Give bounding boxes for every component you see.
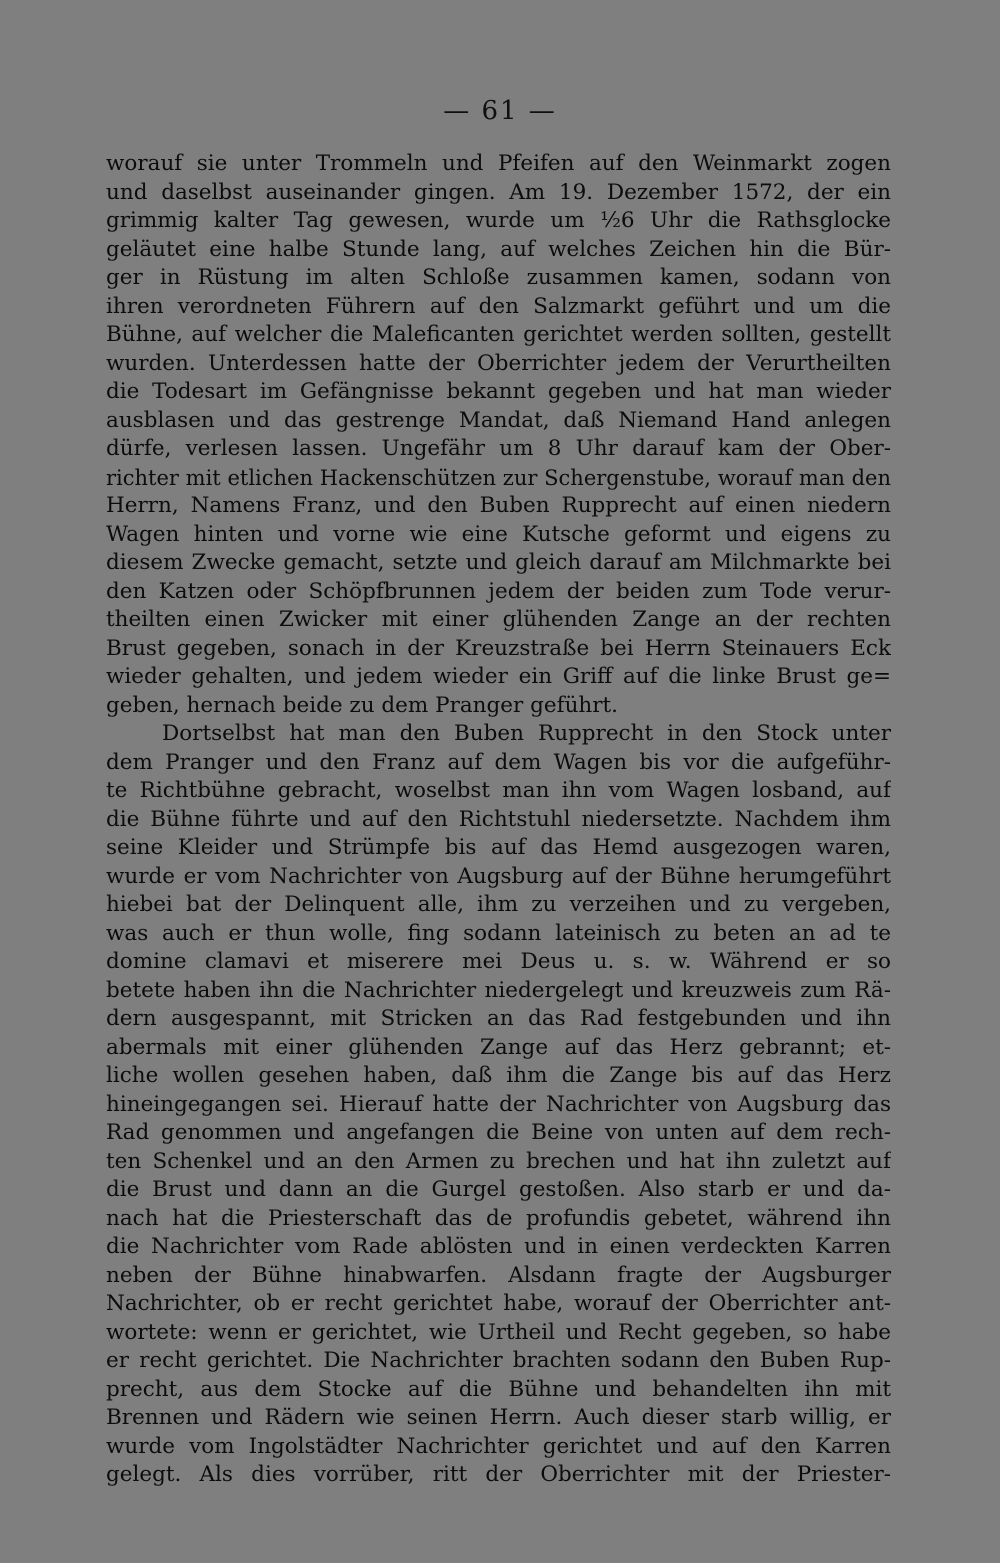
text-line: nach hat die Priesterschaft das de profundis gebetet, während ihn [106, 1205, 891, 1231]
text-line: Nachrichter, ob er recht gerichtet habe, worauf der Oberrichter ant- [106, 1291, 891, 1316]
text-line: abermals mit einer glühenden Zange auf das Herz gebrannt; et- [106, 1034, 891, 1060]
text-line: ihren verordneten Führern auf den Salzmarkt geführt und um die [106, 293, 891, 319]
text-line: neben der Bühne hinabwarfen. Alsdann fragte der Augsburger [106, 1262, 891, 1288]
text-line: die Todesart im Gefängnisse bekannt gegeben und hat man wieder [106, 379, 891, 404]
text-line: worauf sie unter Trommeln und Pfeifen auf den Weinmarkt zogen [106, 151, 891, 176]
text-line: wieder gehalten, und jedem wieder ein Griff auf die linke Brust ge= [106, 664, 891, 689]
page-number: — 61 — [443, 96, 557, 126]
text-line: wurden. Unterdessen hatte der Oberrichter jedem der Verurtheilten [106, 350, 891, 376]
text-line: Dortselbst hat man den Buben Rupprecht in den Stock unter [162, 721, 891, 746]
text-line: hiebei bat der Delinquent alle, ihm zu verzeihen und zu vergeben, [106, 892, 891, 917]
text-line: die Brust und dann an die Gurgel gestoßen. Also starb er und da- [106, 1177, 891, 1202]
text-line: Wagen hinten und vorne wie eine Kutsche geformt und eigens zu [106, 521, 891, 547]
text-line: Brust gegeben, sonach in der Kreuzstraße bei Herrn Steinauers Eck [106, 635, 891, 661]
text-line: wurde vom Ingolstädter Nachrichter gerichtet und auf den Karren [106, 1433, 891, 1459]
text-line: gelegt. Als dies vorrüber, ritt der Oberrichter mit der Priester- [106, 1462, 891, 1487]
text-line: Brennen und Rädern wie seinen Herrn. Auch dieser starb willig, er [106, 1405, 891, 1430]
text-line: liche wollen gesehen haben, daß ihm die Zange bis auf das Herz [106, 1063, 891, 1088]
text-line: theilten einen Zwicker mit einer glühenden Zange an der rechten [106, 607, 891, 632]
text-line: domine clamavi et miserere mei Deus u. s. w. Während er so [106, 949, 891, 974]
text-line: er recht gerichtet. Die Nachrichter brachten sodann den Buben Rup- [106, 1348, 891, 1373]
text-line: precht, aus dem Stocke auf die Bühne und behandelten ihn mit [106, 1376, 891, 1402]
text-line: dem Pranger und den Franz auf dem Wagen bis vor die aufgeführ- [106, 749, 891, 775]
text-line: hineingegangen sei. Hierauf hatte der Nachrichter von Augsburg das [106, 1091, 891, 1117]
text-line: dürfe, verlesen lassen. Ungefähr um 8 Uhr darauf kam der Ober- [106, 436, 891, 461]
text-line: ausblasen und das gestrenge Mandat, daß Niemand Hand anlegen [106, 407, 891, 433]
text-line: wortete: wenn er gerichtet, wie Urtheil und Recht gegeben, so habe [106, 1319, 891, 1345]
text-line: ten Schenkel und an den Armen zu brechen und hat ihn zuletzt auf [106, 1148, 891, 1174]
text-line: richter mit etlichen Hackenschützen zur Schergenstube, worauf man den [106, 465, 891, 490]
text-line: den Katzen oder Schöpfbrunnen jedem der beiden zum Tode verur- [106, 578, 891, 604]
text-line: Herrn, Namens Franz, und den Buben Rupprecht auf einen niedern [106, 493, 891, 518]
text-line: dern ausgespannt, mit Stricken an das Rad festgebunden und ihn [106, 1006, 891, 1031]
text-line: diesem Zwecke gemacht, setzte und gleich darauf am Milchmarkte bei [106, 550, 891, 575]
text-line: ger in Rüstung im alten Schloße zusammen kamen, sodann von [106, 265, 891, 290]
text-line: seine Kleider und Strümpfe bis auf das Hemd ausgezogen waren, [106, 835, 891, 860]
text-line: die Nachrichter vom Rade ablösten und in einen verdeckten Karren [106, 1234, 891, 1259]
text-line: Rad genommen und angefangen die Beine von unten auf dem rech- [106, 1120, 891, 1145]
text-line: te Richtbühne gebracht, woselbst man ihn vom Wagen losband, auf [106, 778, 891, 803]
text-line: betete haben ihn die Nachrichter niedergelegt und kreuzweis zum Rä- [106, 977, 891, 1003]
text-line: und daselbst auseinander gingen. Am 19. Dezember 1572, der ein [106, 179, 891, 205]
text-line: wurde er vom Nachrichter von Augsburg auf der Bühne herumgeführt [106, 863, 891, 889]
body-text [106, 150, 891, 1490]
text-line: die Bühne führte und auf den Richtstuhl niedersetzte. Nachdem ihm [106, 806, 891, 832]
text-line: geben, hernach beide zu dem Pranger geführt. [106, 692, 619, 718]
text-line: geläutet eine halbe Stunde lang, auf welches Zeichen hin die Bür- [106, 236, 891, 262]
text-line: was auch er thun wolle, fing sodann lateinisch zu beten an ad te [106, 920, 891, 946]
text-line: grimmig kalter Tag gewesen, wurde um ½6 Uhr die Rathsglocke [106, 208, 891, 233]
text-line: Bühne, auf welcher die Maleficanten gerichtet werden sollten, gestellt [106, 322, 891, 347]
